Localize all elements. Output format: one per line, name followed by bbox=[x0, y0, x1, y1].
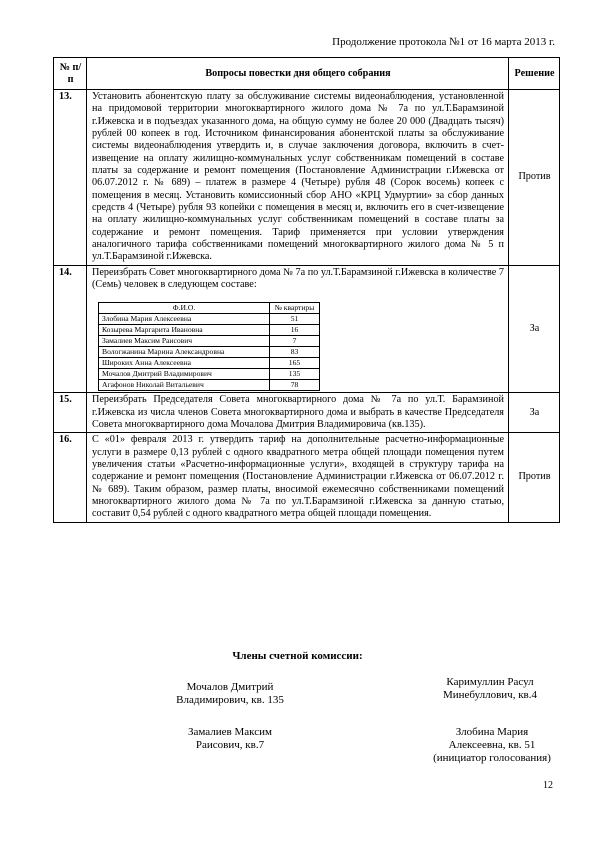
header-question: Вопросы повестки дня общего собрания bbox=[87, 58, 509, 90]
signatory-name: Мочалов Дмитрий bbox=[186, 681, 274, 693]
agenda-table bbox=[53, 57, 560, 523]
signatory-name: Замалиев Максим bbox=[188, 726, 272, 738]
agenda-row-16 bbox=[54, 433, 560, 522]
council-table-wrap bbox=[92, 292, 504, 392]
question-text: Установить абонентскую плату за обслуживание системы видеонаблюдения, установленной на придомовой территории многоквартирного жилого дома № 7а по ул.Т.Барамзиной г.Ижевска и в подъездах указанного дома, на общую сумму не более 20 000 (Двадцать тысяч) рублей 00 копеек в год. Источником финансирования абонентской платы за обслуживание системы видеонаблюдения утвердить и, в случае заключения договора, включить в счет-извещение на оплату жилищно-коммунальных услуг собственникам помещений в составе платы за содержание и ремонт помещения (Постановление Администрации г.Ижевска от 06.07.2012 г. № 689) – платеж в размере 4 (Четыре) рубля 48 (Сорок восемь) копеек с помещения в месяц. Установить комиссионный сбор АНО «КРЦ Удмуртии» за сбор данных средств 4 (Четыре) рубля 93 копейки с помещения в месяц и, включить его в счет-извещение на оплату жилищно-коммунальных услуг собственникам помещений в составе платы за содержание и ремонт помещения. Тариф применяется при условии утверждения аналогичного тарифа собственниками помещений многоквартирного жилого дома № 5 п ул.Т.Барамзиной г.Ижевска. bbox=[87, 90, 509, 266]
row-number: 14. bbox=[54, 265, 87, 392]
member-apartment: 51 bbox=[270, 313, 320, 324]
council-member-row bbox=[99, 380, 320, 391]
signatory-name: Злобина Мария bbox=[455, 726, 529, 738]
member-name: Козырева Маргарита Ивановна bbox=[99, 324, 270, 335]
decision-value: За bbox=[509, 393, 560, 433]
row-number: 15. bbox=[54, 393, 87, 433]
member-apartment: 83 bbox=[270, 346, 320, 357]
signatory-details: Раисович, кв.7 bbox=[195, 739, 265, 751]
row-number: 16. bbox=[54, 433, 87, 522]
council-table-header bbox=[99, 302, 320, 313]
member-name: Широких Анна Алексеевна bbox=[99, 357, 270, 368]
signature-block-zlobina bbox=[412, 726, 572, 765]
signatory-name: Каримуллин Расул bbox=[446, 676, 534, 688]
agenda-row-14 bbox=[54, 265, 560, 392]
member-apartment: 78 bbox=[270, 380, 320, 391]
question-text: С «01» февраля 2013 г. утвердить тариф на дополнительные расчетно-информационные услуги в размере 0,13 рублей с одного квадратного метра общей площади помещения путем увеличения статьи «Расчетно-информационные услуги», входящей в структуру тарифа на содержание и ремонт помещения (Постановление Администрации г.Ижевска от 06.07.2012 г. № 689). Таким образом, размер платы, вносимой ежемесячно собственниками помещений многоквартирного жилого дома № 7а по ул.Т.Барамзиной г.Ижевска за данную статью, составит 0,54 рублей с одного квадратного метра общей площади помещения. bbox=[87, 433, 509, 522]
decision-value: Против bbox=[509, 90, 560, 266]
council-member-row bbox=[99, 313, 320, 324]
decision-value: Против bbox=[509, 433, 560, 522]
member-name: Злобина Мария Алексеевна bbox=[99, 313, 270, 324]
member-apartment: 165 bbox=[270, 357, 320, 368]
protocol-continuation-header: Продолжение протокола №1 от 16 марта 2013 г. bbox=[332, 36, 555, 48]
page-number: 12 bbox=[543, 780, 553, 791]
council-member-row bbox=[99, 324, 320, 335]
council-header-name: Ф.И.О. bbox=[99, 302, 270, 313]
council-members-table bbox=[98, 302, 320, 392]
question-text: Переизбрать Председателя Совета многоквартирного дома № 7а по ул.Т. Барамзиной г.Ижевска из числа членов Совета многоквартирного дома и выбрать в качестве Председателя Совета многоквартирного дома Мочалова Дмитрия Владимировича (кв.135). bbox=[87, 393, 509, 433]
member-name: Агафонов Николай Витальевич bbox=[99, 380, 270, 391]
member-apartment: 16 bbox=[270, 324, 320, 335]
question-cell bbox=[87, 265, 509, 392]
council-member-row bbox=[99, 357, 320, 368]
signature-block-mochalov bbox=[150, 681, 310, 707]
signatory-role: (инициатор голосования) bbox=[433, 752, 551, 764]
council-member-row bbox=[99, 369, 320, 380]
agenda-table-header bbox=[54, 58, 560, 90]
decision-value: За bbox=[509, 265, 560, 392]
header-num: № п/п bbox=[54, 58, 87, 90]
council-header-apt: № квартиры bbox=[270, 302, 320, 313]
council-member-row bbox=[99, 335, 320, 346]
member-name: Замалиев Максим Раисович bbox=[99, 335, 270, 346]
agenda-row-15 bbox=[54, 393, 560, 433]
question-text: Переизбрать Совет многоквартирного дома № 7а по ул.Т.Барамзиной г.Ижевска в количестве 7 (Семь) человек в следующем составе: bbox=[92, 266, 504, 291]
signatory-details: Алексеевна, кв. 51 bbox=[448, 739, 536, 751]
header-decision: Решение bbox=[509, 58, 560, 90]
agenda-row-13 bbox=[54, 90, 560, 266]
member-apartment: 135 bbox=[270, 369, 320, 380]
signatory-details: Минебуллович, кв.4 bbox=[442, 689, 537, 701]
member-name: Вологжанина Марина Александровна bbox=[99, 346, 270, 357]
member-apartment: 7 bbox=[270, 335, 320, 346]
row-number: 13. bbox=[54, 90, 87, 266]
signature-block-karimullin bbox=[420, 676, 560, 702]
counting-commission-title: Члены счетной комиссии: bbox=[232, 650, 363, 662]
signature-block-zamaliev bbox=[150, 726, 310, 752]
signatory-details: Владимирович, кв. 135 bbox=[176, 694, 284, 706]
member-name: Мочалов Дмитрий Владимирович bbox=[99, 369, 270, 380]
council-member-row bbox=[99, 346, 320, 357]
